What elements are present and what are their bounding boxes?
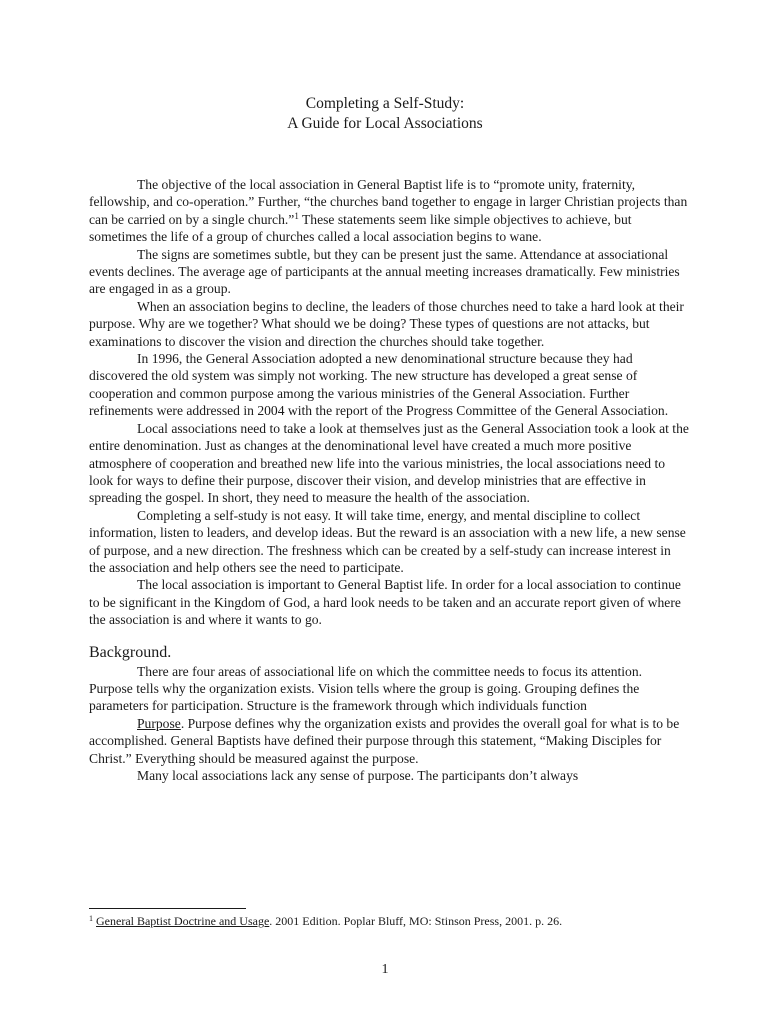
footnote-divider (89, 908, 246, 909)
purpose-label: Purpose (137, 715, 181, 731)
intro-p1-text-b: These statements seem like simple objectives to achieve, but sometimes the life of a group of churches called a local association begins to wane. (89, 211, 632, 245)
title-line-2: A Guide for Local Associations (287, 115, 483, 132)
page-number: 1 (381, 962, 389, 977)
background-paragraph-purpose (89, 715, 689, 767)
intro-paragraph-2: The signs are sometimes subtle, but they can be present just the same. Attendance at associational events declines. The average age of participants at the annual meeting increases dramatically. Few ministries are engaged in as a group. (89, 246, 680, 297)
intro-paragraph-6: Completing a self-study is not easy. It will take time, energy, and mental discipline to collect information, listen to leaders, and develop ideas. But the reward is an association with a new life, a new sense of purpose, and a new direction. The freshness which can be created by a self-study can increase interest in the association and help others see the need to participate. (89, 507, 686, 575)
section-heading-background: Background. (89, 643, 172, 661)
title-line-1: Completing a Self-Study: (305, 95, 465, 112)
intro-paragraph-7: The local association is important to General Baptist life. In order for a local association to continue to be significant in the Kingdom of God, a hard look needs to be taken and an accurate report given of where the association is and where it wants to go. (89, 577, 681, 628)
footnote (89, 914, 689, 929)
document-title (0, 94, 770, 134)
footnote-number: 1 (89, 914, 93, 923)
background-paragraph-3: Many local associations lack any sense of purpose. The participants don’t always (137, 768, 579, 783)
document-body (89, 176, 689, 784)
footnote-reference: 1 (294, 210, 299, 221)
intro-paragraph-3: When an association begins to decline, the leaders of those churches need to take a hard look at their purpose. Why are we together? What should we be doing? These types of questions are not attacks, but examinations to discover the vision and direction the churches should take together. (89, 298, 684, 349)
footnote-source-title: General Baptist Doctrine and Usage (96, 914, 270, 928)
intro-paragraph-1 (89, 176, 689, 246)
intro-p1-text-a: The objective of the local association in General Baptist life is to “promote unity, fraternity, fellowship, and co-operation.” Further, “the churches band together to engage in larger Christian projects than can be carried on by a single church.” (89, 177, 688, 227)
background-paragraph-1: There are four areas of associational life on which the committee needs to focus its attention. Purpose tells why the organization exists. Vision tells where the group is going. Grouping defines the parameters for participation. Structure is the framework through which individuals function (89, 663, 643, 714)
intro-paragraph-4: In 1996, the General Association adopted a new denominational structure because they had discovered the old system was simply not working. The new structure has developed a great sense of cooperation and common purpose among the various ministries of the General Association. Further refinements were addressed in 2004 with the report of the Progress Committee of the General Association. (89, 351, 669, 419)
purpose-text: . Purpose defines why the organization exists and provides the overall goal for what is to be accomplished. General Baptists have defined their purpose through this statement, “Making Disciples for Christ.” Everything should be measured against the purpose. (89, 715, 680, 766)
intro-paragraph-5: Local associations need to take a look at themselves just as the General Association took a look at the entire denomination. Just as changes at the denominational level have created a much more positive atmosphere of cooperation and breathed new life into the various ministries, the local associations need to look for ways to define their purpose, discover their vision, and develop ministries that are effective in spreading the gospel. In short, they need to measure the health of the association. (89, 420, 689, 506)
footnote-source-rest: . 2001 Edition. Poplar Bluff, MO: Stinson Press, 2001. p. 26. (269, 914, 563, 928)
